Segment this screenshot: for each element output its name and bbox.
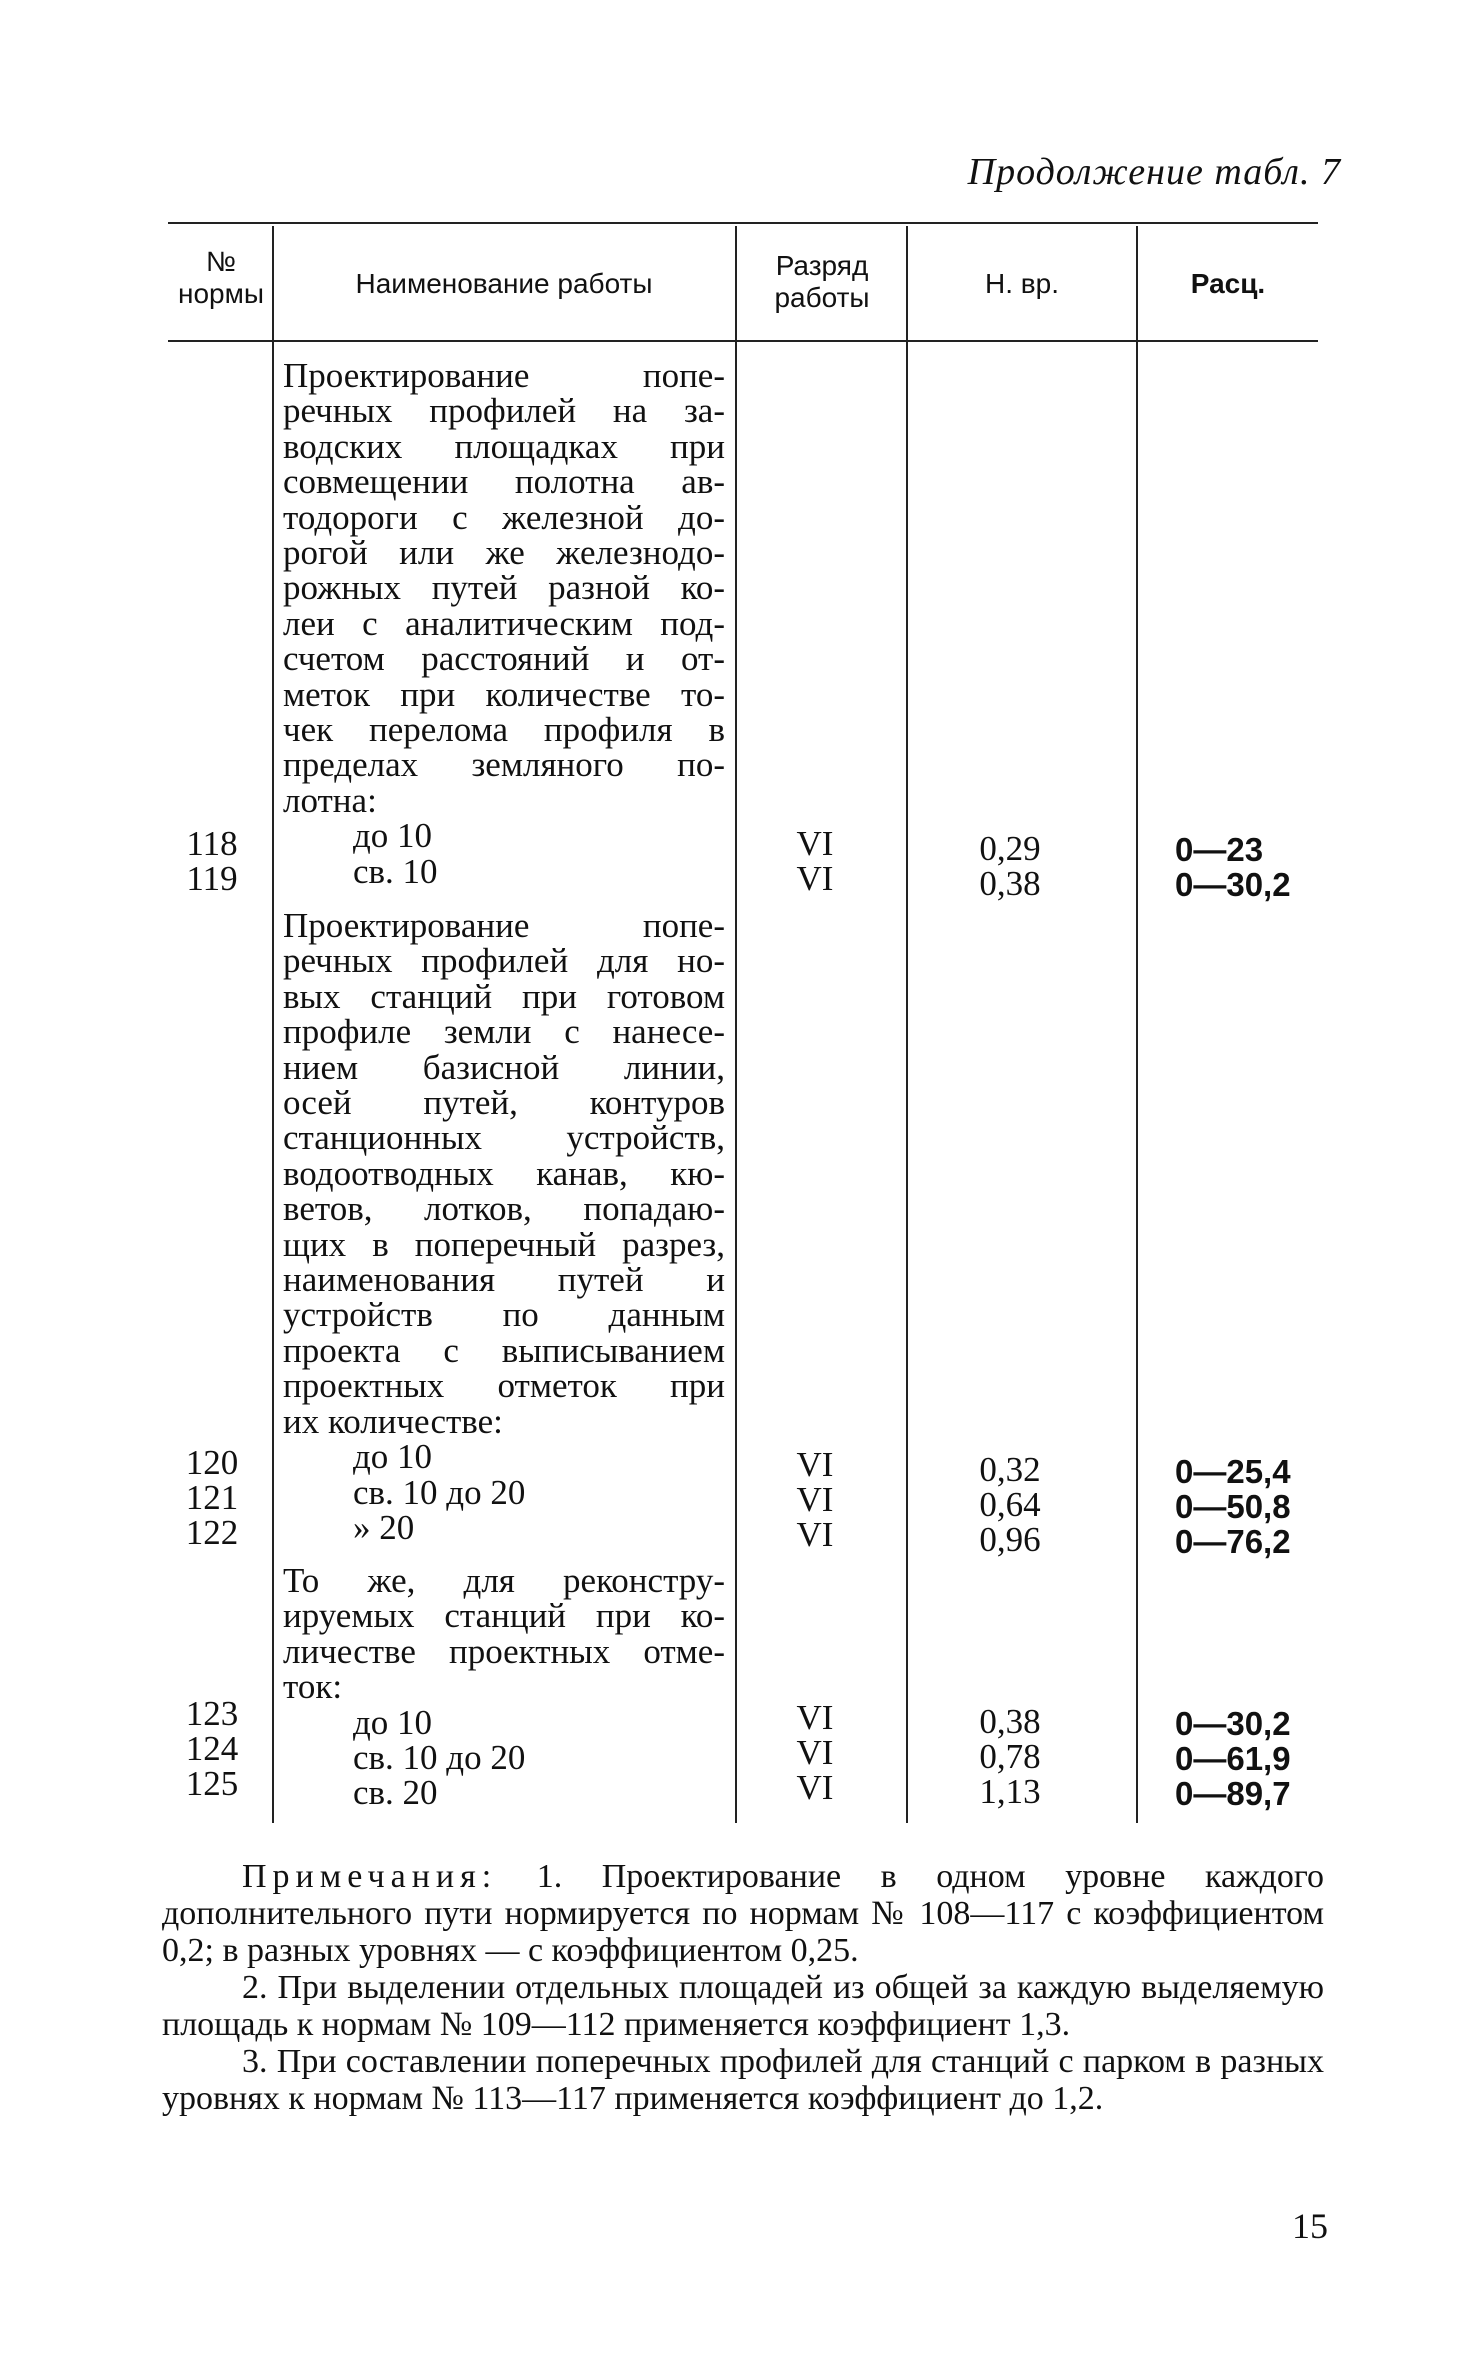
description-line: профиле земли с нанесе- (283, 1012, 725, 1052)
header-grade-line1: Разряд (775, 250, 869, 281)
description-line: нием базисной линии, (283, 1047, 725, 1087)
description-line: Проектирование попе- (283, 356, 725, 395)
description-line: лотна: (283, 780, 377, 820)
header-norm-number-line1: № (205, 246, 237, 277)
description-line: ветов, лотков, попадаю- (283, 1189, 725, 1229)
header-rate: Расц. (1190, 268, 1266, 299)
row-time-norm: 0,38 (979, 1702, 1041, 1741)
description-line: чек перелома профиля в (283, 710, 725, 750)
group2-description (283, 908, 725, 1545)
header-work-name: Наименование работы (355, 268, 653, 299)
row-rate: 0—89,7 (1175, 1775, 1291, 1812)
description-line: осей путей, контуров (283, 1083, 725, 1123)
note-2: 2. При выделении отдельных площадей из общей за каждую выделяемую площадь к нормам № 109—112 применяется коэффициент 1,3. (162, 1969, 1324, 2043)
note-1-text: 1. Проектирование в одном уровне каждого дополнительного пути нормируется по нормам № 108—117 с коэффициентом 0,2; в разных уровнях — с коэффициентом 0,25. (162, 1858, 1324, 1969)
note-1 (162, 1858, 1324, 1969)
description-line: наименования путей и (283, 1260, 725, 1300)
row-grade: VI (796, 1445, 834, 1484)
row-number: 118 (186, 824, 238, 863)
row-number: 125 (185, 1764, 239, 1803)
header-time-norm: Н. вр. (984, 268, 1059, 299)
header-grade (738, 250, 906, 314)
column-divider-2 (735, 226, 737, 1823)
description-line: ток: (283, 1667, 343, 1707)
description-line: рожных путей разной ко- (283, 568, 725, 608)
row-grade: VI (796, 1733, 834, 1772)
description-line: личестве проектных отме- (283, 1631, 725, 1671)
row-number: 119 (186, 859, 238, 898)
row-grade: VI (796, 1698, 834, 1737)
description-line: совмещении полотна ав- (283, 462, 725, 502)
description-line: речных профилей на за- (283, 391, 725, 431)
column-divider-3 (906, 226, 908, 1823)
row-rate: 0—61,9 (1175, 1740, 1291, 1777)
page-number: 15 (1292, 2206, 1328, 2246)
row-rate: 0—30,2 (1175, 866, 1291, 903)
row-time-norm: 0,64 (979, 1485, 1041, 1524)
description-line: То же, для реконстру- (283, 1561, 725, 1600)
description-line: вых станций при готовом (283, 976, 725, 1016)
row-number: 121 (185, 1478, 239, 1517)
header-norm-number-line2: нормы (178, 278, 264, 309)
group3-description (283, 1563, 725, 1811)
description-line: счетом расстояний и от- (283, 639, 725, 679)
notes-label: Примечания: (242, 1858, 498, 1895)
row-number: 124 (185, 1729, 239, 1768)
description-line: меток при количестве то- (283, 674, 725, 714)
description-line: устройств по данным (283, 1295, 725, 1335)
description-line: Проектирование попе- (283, 906, 725, 945)
row-condition: до 10 (353, 1702, 433, 1742)
row-rate: 0—25,4 (1175, 1453, 1291, 1490)
row-rate: 0—30,2 (1175, 1705, 1291, 1742)
table-header-rule (168, 340, 1318, 342)
row-time-norm: 0,32 (979, 1450, 1041, 1489)
description-line: их количестве: (283, 1401, 503, 1441)
row-condition: св. 10 до 20 (353, 1738, 526, 1778)
header-norm-number (172, 246, 270, 310)
row-number: 123 (185, 1694, 239, 1733)
row-condition: до 10 (353, 1437, 433, 1477)
row-number: 122 (185, 1513, 239, 1552)
row-grade: VI (796, 859, 834, 898)
note-3: 3. При составлении поперечных профилей для станций с парком в разных уровнях к нормам № 113—117 применяется коэффициент до 1,2. (162, 2043, 1324, 2117)
row-rate: 0—76,2 (1175, 1523, 1291, 1560)
row-condition: » 20 (353, 1507, 415, 1547)
row-grade: VI (796, 1480, 834, 1519)
table-continuation-caption: Продолжение табл. 7 (967, 151, 1341, 193)
description-line: проектных отметок при (283, 1366, 725, 1406)
description-line: ируемых станций при ко- (283, 1596, 725, 1636)
row-grade: VI (796, 824, 834, 863)
column-divider-4 (1136, 226, 1138, 1823)
description-line: щих в поперечный разрез, (283, 1224, 725, 1264)
description-line: водских площадках при (283, 426, 725, 466)
column-divider-1 (272, 226, 274, 1823)
row-condition: до 10 (353, 816, 433, 856)
group1-description (283, 358, 725, 889)
description-line: рогой или же железнодо- (283, 533, 725, 573)
notes-section (162, 1858, 1324, 2117)
row-time-norm: 0,29 (979, 829, 1041, 868)
row-condition: св. 20 (353, 1773, 438, 1813)
row-rate: 0—23 (1175, 831, 1264, 868)
description-line: водоотводных канав, кю- (283, 1153, 725, 1193)
row-time-norm: 0,78 (979, 1737, 1041, 1776)
row-rate: 0—50,8 (1175, 1488, 1291, 1525)
row-grade: VI (796, 1768, 834, 1807)
description-line: леи с аналитическим под- (283, 603, 725, 643)
row-time-norm: 1,13 (979, 1772, 1041, 1811)
table-top-rule (168, 222, 1318, 224)
header-grade-line2: работы (774, 282, 870, 313)
row-number: 120 (185, 1443, 239, 1482)
row-condition: св. 10 (353, 851, 438, 891)
description-line: станционных устройств, (283, 1118, 725, 1158)
row-time-norm: 0,38 (979, 864, 1041, 903)
description-line: тодороги с железной до- (283, 497, 725, 537)
row-time-norm: 0,96 (979, 1520, 1041, 1559)
description-line: речных профилей для но- (283, 941, 725, 981)
row-condition: св. 10 до 20 (353, 1472, 526, 1512)
description-line: пределах земляного по- (283, 745, 725, 785)
row-grade: VI (796, 1515, 834, 1554)
description-line: проекта с выписыванием (283, 1330, 725, 1370)
